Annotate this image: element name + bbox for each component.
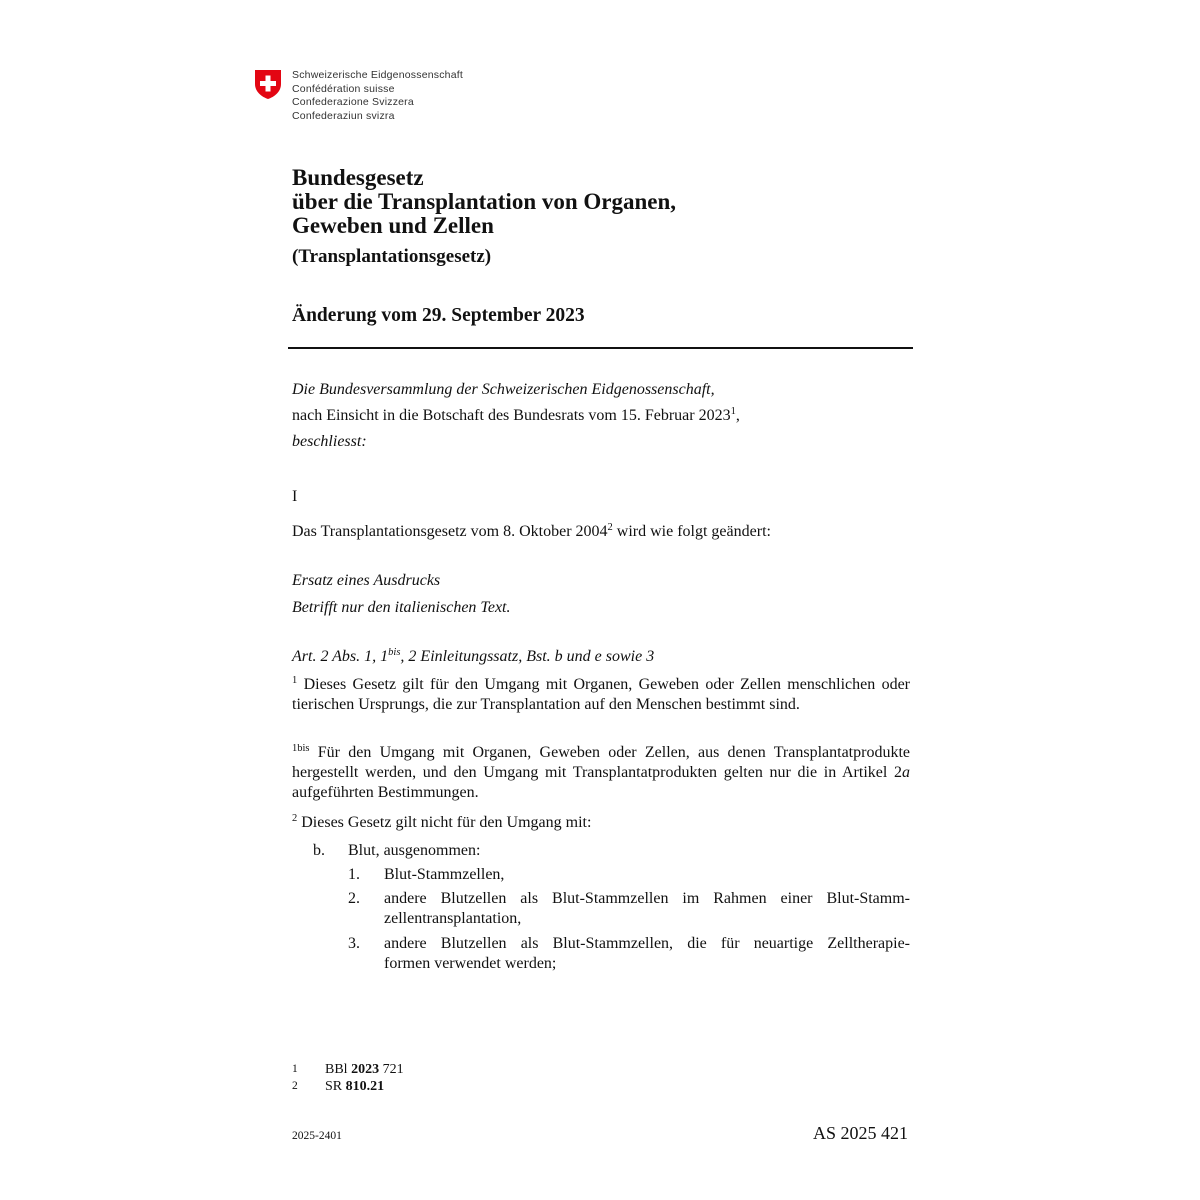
footnote-ref-1[interactable]: 1 <box>730 406 736 417</box>
document-title <box>292 166 676 238</box>
article-heading <box>292 647 654 667</box>
sub-item-3-line-1: andere Blutzellen als Blut-Stammzellen, die für neuartige Zelltherapie- <box>384 935 910 952</box>
paragraph-2-text: Dieses Gesetz gilt nicht für den Umgang mit: <box>297 814 592 831</box>
footnote-1-prefix: BBl <box>325 1062 352 1077</box>
footnote-ref-2[interactable]: 2 <box>607 522 613 533</box>
paragraph-1-number: 1 <box>292 675 298 686</box>
paragraph-2 <box>292 813 591 833</box>
sub-item-3-text <box>384 934 910 974</box>
preamble-botschaft <box>292 406 740 426</box>
confederation-rm: Confederaziun svizra <box>292 109 395 122</box>
sub-item-2-line-2: zellentransplantation, <box>384 910 522 927</box>
paragraph-1bis <box>292 743 910 803</box>
intro-text: Das Transplantationsgesetz vom 8. Oktober 2004 <box>292 523 608 540</box>
item-b-text: Blut, ausgenommen: <box>348 842 481 859</box>
footnote-1-bold: 2023 <box>351 1062 380 1077</box>
swiss-coat-of-arms-icon <box>254 69 282 100</box>
footnote-1 <box>292 1062 404 1077</box>
confederation-fr: Confédération suisse <box>292 82 395 95</box>
title-line-3: Geweben und Zellen <box>292 213 494 238</box>
title-divider <box>288 347 913 349</box>
confederation-names <box>292 69 463 123</box>
sub-item-1-number: 1. <box>348 866 360 883</box>
paragraph-2-number: 2 <box>292 813 298 824</box>
item-b-label: b. <box>313 842 325 859</box>
sub-item-3-line-2: formen verwendet werden; <box>384 955 557 972</box>
paragraph-1bis-number: 1bis <box>292 743 310 754</box>
article-heading-a: Art. 2 Abs. 1, 1 <box>292 648 389 665</box>
preamble-decides: beschliesst: <box>292 433 367 450</box>
replacement-heading: Ersatz eines Ausdrucks <box>292 572 441 589</box>
footnote-2 <box>292 1079 384 1094</box>
footnote-2-prefix: SR <box>325 1079 346 1094</box>
amendment-date: Änderung vom 29. September 2023 <box>292 305 585 326</box>
title-line-1: Bundesgesetz <box>292 165 424 190</box>
short-title: (Transplantationsgesetz) <box>292 246 492 267</box>
footnote-1-number: 1 <box>292 1063 298 1075</box>
footnote-1-suffix: 721 <box>379 1062 404 1077</box>
confederation-de: Schweizerische Eidgenossenschaft <box>292 69 463 81</box>
sub-item-2-number: 2. <box>348 890 360 907</box>
paragraph-1-text: Dieses Gesetz gilt für den Umgang mit Organen, Geweben oder Zellen menschlichen oder tierischen Ursprungs, die zur Transplantation auf den Menschen bestimmt sind. <box>292 676 910 713</box>
paragraph-1bis-text-b: aufgeführten Bestimmungen. <box>292 784 479 801</box>
paragraph-1 <box>292 675 910 715</box>
sub-item-2-line-1: andere Blutzellen als Blut-Stammzellen im Rahmen einer Blut-Stamm- <box>384 890 910 907</box>
replacement-text: Betrifft nur den italienischen Text. <box>292 599 511 616</box>
sub-item-2-text <box>384 889 910 929</box>
footnote-2-bold: 810.21 <box>345 1079 385 1094</box>
preamble-assembly: Die Bundesversammlung der Schweizerischen Eidgenossenschaft, <box>292 381 715 398</box>
article-heading-sup: bis <box>388 647 401 658</box>
as-number: AS 2025 421 <box>813 1123 909 1143</box>
confederation-it: Confederazione Svizzera <box>292 96 414 108</box>
footnote-2-number: 2 <box>292 1080 298 1092</box>
intro-end: wird wie folgt geändert: <box>612 523 771 540</box>
title-line-2: über die Transplantation von Organen, <box>292 189 677 214</box>
document-number: 2025-2401 <box>292 1130 342 1142</box>
sub-item-1-text: Blut-Stammzellen, <box>384 866 505 883</box>
botschaft-comma: , <box>735 407 740 424</box>
botschaft-text: nach Einsicht in die Botschaft des Bundesrats vom 15. Februar 2023 <box>292 407 731 424</box>
paragraph-1bis-text-a: Für den Umgang mit Organen, Geweben oder Zellen, aus denen Transplantatprodukte hergestellt werden, und den Umgang mit Transplantatprodukten gelten nur die in Artikel 2 <box>292 744 910 781</box>
paragraph-1bis-italic: a <box>902 764 910 781</box>
sub-item-3-number: 3. <box>348 935 360 952</box>
section-intro <box>292 522 771 542</box>
section-numeral: I <box>292 488 298 505</box>
article-heading-b: , 2 Einleitungssatz, Bst. b und e sowie 3 <box>400 648 655 665</box>
